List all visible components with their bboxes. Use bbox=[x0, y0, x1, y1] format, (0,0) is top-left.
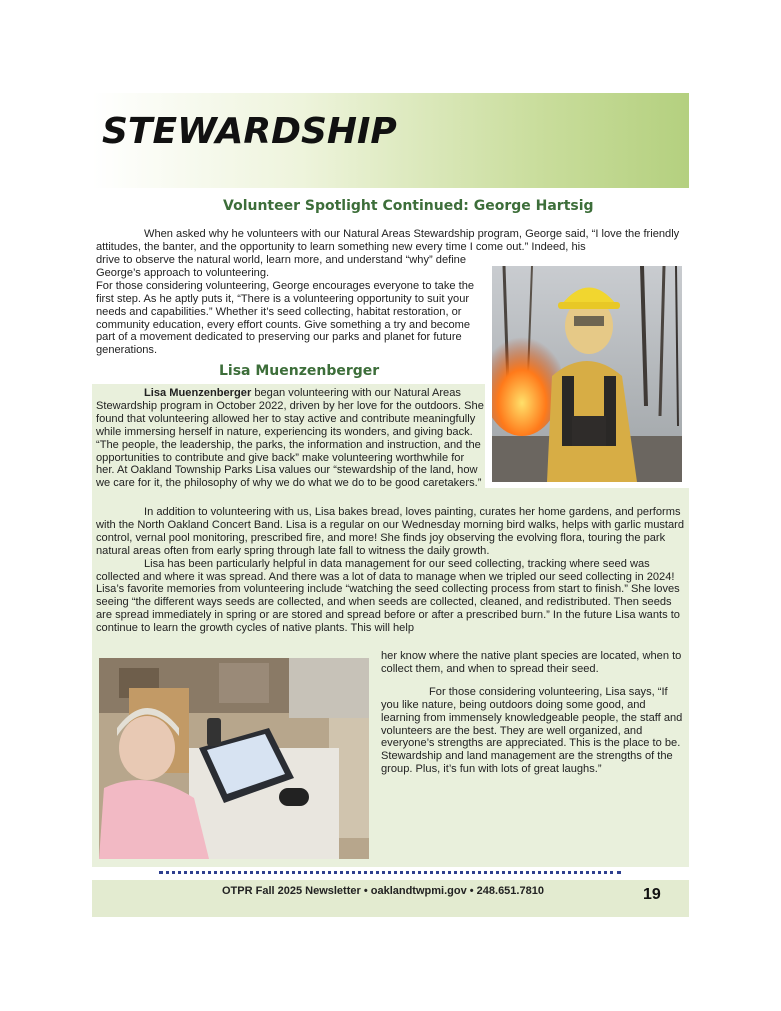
lisa-heading: Lisa Muenzenberger bbox=[219, 363, 380, 379]
section-title: STEWARDSHIP bbox=[102, 111, 397, 152]
george-photo bbox=[492, 266, 682, 482]
lisa-paragraph-right: her know where the native plant species are located, when to collect them, and when to spread their seed. For those considering volunteering, Lisa says, “If you like nature, being outdoors doing some good, and learning from immensely knowledgeable people, the staff and volunteers are the best. They are well organized, and everyone’s strengths are appreciated. This is the place to be. Stewardship and land management are the strengths of the group. Plus, it’s fun with lots of great laughs.” bbox=[381, 650, 683, 776]
lisa-name: Lisa Muenzenberger bbox=[144, 387, 252, 399]
section-banner bbox=[92, 93, 689, 188]
spotlight-heading: Volunteer Spotlight Continued: George Hartsig bbox=[223, 198, 594, 214]
lisa-paragraph-2-3: In addition to volunteering with us, Lisa bakes bread, loves painting, curates her home gardens, and performs with the North Oakland Concert Band. Lisa is a regular on our Wednesday morning bird walks, helps with garlic mustard control, vernal pool monitoring, prescribed fire, and more! She finds joy observing the evolving flora, touring the park natural areas often from early spring through late fall to witness the daily growth. Lisa has been particularly helpful in data management for our seed collecting, tracking where seed was collected and where it was spread. And there was a lot of data to manage when we tripled our seed collecting in 2024! Lisa’s favorite memories from volunteering include “watching the seed collecting process from start to finish.” She loves seeing “the different ways seeds are collected, and when seeds are collected, cleaned, and redistributed. Then seeds are spread immediately in spring or are stored and spread before or after a prescribed burn.” In the future Lisa wants to continue to learn the growth cycles of native plants. This will help bbox=[96, 506, 685, 635]
lisa-paragraph-1: Lisa Muenzenberger began volunteering with our Natural Areas Stewardship program in October 2022, driven by her love for the outdoors. She found that volunteering allowed her to stay active and contribute meaningfully while immersing herself in nature, experiencing its wonders, and giving back. “The people, the leadership, the parks, the information and instruction, and the opportunities to contribute and give back” make volunteering worthwhile for her. At Oakland Township Parks Lisa values our “stewardship of the land, how we care for it, the philosophy of why we do what we do to be good caretakers.” bbox=[96, 387, 484, 490]
page-number: 19 bbox=[643, 886, 661, 903]
footer-bar bbox=[92, 880, 689, 917]
george-paragraph-narrow: drive to observe the natural world, learn more, and understand “why” define George’s approach to volunteering. For those considering volunteering, George encourages everyone to take the first step. As he aptly puts it, “There is a volunteering opportunity to suit your needs and capabilities.” Whether it’s seed collecting, habitat restoration, or community education, every effort counts. Give something a try and become part of a movement dedicated to preserving our parks and planet for future generations. bbox=[96, 254, 475, 357]
footer-divider bbox=[159, 871, 621, 874]
george-paragraph-full: When asked why he volunteers with our Natural Areas Stewardship program, George said, “I love the friendly attitudes, the banter, and the opportunity to learn something new every time I come out.” Indeed, his bbox=[96, 228, 680, 253]
footer-text: OTPR Fall 2025 Newsletter • oaklandtwpmi.gov • 248.651.7810 bbox=[222, 885, 544, 897]
lisa-photo bbox=[99, 658, 369, 859]
